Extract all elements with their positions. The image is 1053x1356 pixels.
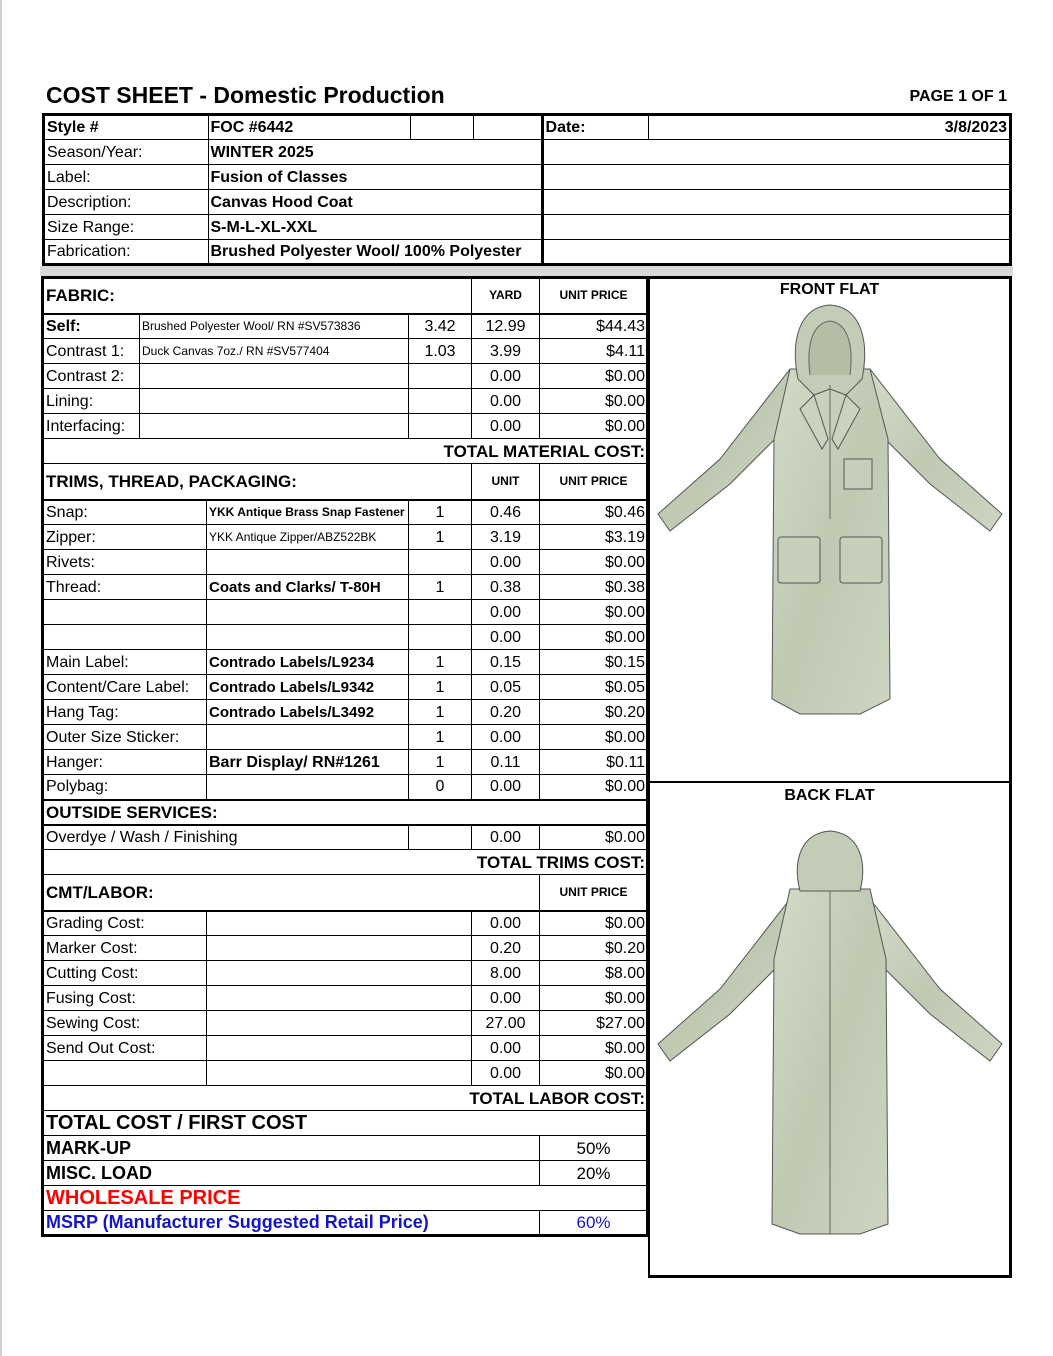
style-label: Style #: [44, 115, 209, 140]
fabric-row-amount: $4.11: [540, 339, 648, 364]
trim-row-price[interactable]: 0.15: [472, 650, 540, 675]
trim-row-label: Rivets:: [43, 550, 207, 575]
trim-row-desc[interactable]: [207, 625, 409, 650]
trim-row-label: Snap:: [43, 500, 207, 525]
trim-row-desc[interactable]: Barr Display/ RN#1261: [207, 750, 409, 775]
fabric-row-amount: $0.00: [540, 364, 648, 389]
brand-value[interactable]: Fusion of Classes: [208, 165, 542, 190]
trim-row-desc[interactable]: YKK Antique Brass Snap Fastener: [207, 500, 409, 525]
size-value[interactable]: S-M-L-XL-XXL: [208, 215, 542, 240]
season-label: Season/Year:: [44, 140, 209, 165]
fabric-row-label: Self:: [43, 314, 140, 339]
trim-row-amount: $0.46: [540, 500, 648, 525]
labor-row-price[interactable]: 8.00: [472, 961, 540, 986]
trim-row-label: Hang Tag:: [43, 700, 207, 725]
page-title: COST SHEET - Domestic Production: [46, 82, 445, 108]
fabric-row-label: Contrast 2:: [43, 364, 140, 389]
trims-col-unit-price: UNIT PRICE: [540, 464, 648, 500]
trim-row-unit[interactable]: [409, 600, 472, 625]
trim-row-desc[interactable]: Coats and Clarks/ T-80H: [207, 575, 409, 600]
total-labor-label: TOTAL LABOR COST:: [43, 1086, 648, 1111]
labor-row-price[interactable]: 0.20: [472, 936, 540, 961]
labor-row-price[interactable]: 27.00: [472, 1011, 540, 1036]
labor-row-amount: $27.00: [540, 1011, 648, 1036]
blank-cell: [542, 165, 1010, 190]
msrp-label: MSRP (Manufacturer Suggested Retail Price): [43, 1211, 540, 1236]
trim-row-amount: $0.00: [540, 600, 648, 625]
trim-row-amount: $0.00: [540, 550, 648, 575]
trim-row-amount: $3.19: [540, 525, 648, 550]
msrp-percent[interactable]: 60%: [540, 1211, 648, 1236]
labor-row-price[interactable]: 0.00: [472, 986, 540, 1011]
wholesale-label: WHOLESALE PRICE: [43, 1186, 648, 1211]
fabric-row-label: Contrast 1:: [43, 339, 140, 364]
trim-row-unit[interactable]: 1: [409, 750, 472, 775]
trim-row-unit[interactable]: 1: [409, 700, 472, 725]
trim-row-price[interactable]: 0.00: [472, 775, 540, 800]
back-right-sleeve: [870, 899, 1002, 1061]
trim-row-unit[interactable]: [409, 550, 472, 575]
blank-cell: [207, 936, 472, 961]
trim-row-desc[interactable]: Contrado Labels/L9342: [207, 675, 409, 700]
trim-row-price[interactable]: 0.20: [472, 700, 540, 725]
outside-service-price[interactable]: 0.00: [472, 825, 540, 850]
blank-cell: [207, 986, 472, 1011]
blank-cell: [542, 190, 1010, 215]
trim-row-unit[interactable]: [409, 625, 472, 650]
trim-row-price[interactable]: 0.05: [472, 675, 540, 700]
trim-row-desc[interactable]: Contrado Labels/L3492: [207, 700, 409, 725]
labor-row-price[interactable]: 0.00: [472, 1061, 540, 1086]
fabric-col-unit-price: UNIT PRICE: [540, 278, 648, 314]
fabric-row-price[interactable]: 3.99: [472, 339, 540, 364]
trim-row-unit[interactable]: 1: [409, 575, 472, 600]
trim-row-unit[interactable]: 1: [409, 500, 472, 525]
back-flat-label: BACK FLAT: [784, 787, 875, 804]
header-table: [42, 113, 1012, 266]
labor-row-amount: $0.00: [540, 1036, 648, 1061]
front-chest-pocket: [844, 459, 872, 489]
trim-row-amount: $0.20: [540, 700, 648, 725]
front-left-pocket: [778, 537, 820, 583]
outside-service-label: Overdye / Wash / Finishing: [43, 825, 409, 850]
trim-row-unit[interactable]: 1: [409, 725, 472, 750]
labor-row-amount: $0.00: [540, 986, 648, 1011]
fabric-row-price[interactable]: 12.99: [472, 314, 540, 339]
fabric-row-yard[interactable]: 1.03: [409, 339, 472, 364]
fabric-row-desc[interactable]: [140, 364, 409, 389]
fabric-row-label: Lining:: [43, 389, 140, 414]
labor-row-price[interactable]: 0.00: [472, 911, 540, 936]
trim-row-desc[interactable]: [207, 775, 409, 800]
back-left-sleeve: [658, 899, 790, 1061]
trim-row-price[interactable]: 0.38: [472, 575, 540, 600]
labor-row-amount: $0.20: [540, 936, 648, 961]
trim-row-unit[interactable]: 1: [409, 650, 472, 675]
labor-row-label: Fusing Cost:: [43, 986, 207, 1011]
blank-cell: [411, 115, 474, 140]
fabric-row-yard[interactable]: [409, 364, 472, 389]
trim-row-price[interactable]: 0.11: [472, 750, 540, 775]
fabric-row-desc[interactable]: [140, 414, 409, 439]
trim-row-price[interactable]: 0.00: [472, 625, 540, 650]
trim-row-desc[interactable]: [207, 725, 409, 750]
labor-row-label: Send Out Cost:: [43, 1036, 207, 1061]
trim-row-amount: $0.00: [540, 775, 648, 800]
fabric-section-header: FABRIC:: [43, 278, 472, 314]
blank-cell: [207, 1061, 472, 1086]
trim-row-label: Zipper:: [43, 525, 207, 550]
trim-row-price[interactable]: 3.19: [472, 525, 540, 550]
trim-row-label: Thread:: [43, 575, 207, 600]
labor-row-amount: $0.00: [540, 911, 648, 936]
trim-row-label: Hanger:: [43, 750, 207, 775]
trim-row-desc[interactable]: [207, 550, 409, 575]
cost-table: [41, 276, 649, 1237]
trim-row-desc[interactable]: Contrado Labels/L9234: [207, 650, 409, 675]
blank-cell: [207, 1036, 472, 1061]
fabric-row-desc[interactable]: Brushed Polyester Wool/ RN #SV573836: [140, 314, 409, 339]
fabric-row-price[interactable]: 0.00: [472, 414, 540, 439]
blank-cell: [207, 1011, 472, 1036]
technical-flats-panel: [648, 276, 1012, 1278]
back-flat-coat: [650, 829, 1010, 1249]
trim-row-label: Content/Care Label:: [43, 675, 207, 700]
fabric-row-desc[interactable]: Duck Canvas 7oz./ RN #SV577404: [140, 339, 409, 364]
front-right-pocket: [840, 537, 882, 583]
blank-cell: [542, 215, 1010, 240]
date-value[interactable]: 3/8/2023: [648, 115, 1010, 140]
first-cost-label: TOTAL COST / FIRST COST: [43, 1111, 648, 1136]
fabric-row-label: Interfacing:: [43, 414, 140, 439]
misc-load-percent[interactable]: 20%: [540, 1161, 648, 1186]
back-hood: [797, 831, 862, 891]
trim-row-desc[interactable]: YKK Antique Zipper/ABZ522BK: [207, 525, 409, 550]
flats-divider: [650, 781, 1009, 783]
trim-row-amount: $0.11: [540, 750, 648, 775]
labor-row-label: Cutting Cost:: [43, 961, 207, 986]
page-number: PAGE 1 OF 1: [909, 88, 1007, 105]
labor-row-price[interactable]: 0.00: [472, 1036, 540, 1061]
trim-row-amount: $0.00: [540, 725, 648, 750]
trim-row-desc[interactable]: [207, 600, 409, 625]
fabrication-label: Fabrication:: [44, 240, 209, 265]
outside-service-amount: $0.00: [540, 825, 648, 850]
fabric-row-amount: $0.00: [540, 389, 648, 414]
blank-cell: [207, 911, 472, 936]
size-label: Size Range:: [44, 215, 209, 240]
season-value[interactable]: WINTER 2025: [208, 140, 542, 165]
labor-row-label: Marker Cost:: [43, 936, 207, 961]
fabric-row-price[interactable]: 0.00: [472, 389, 540, 414]
fabric-row-yard[interactable]: [409, 414, 472, 439]
fabric-row-amount: $0.00: [540, 414, 648, 439]
page-edge: [0, 0, 2, 1356]
blank-cell: [474, 115, 542, 140]
trim-row-amount: $0.00: [540, 625, 648, 650]
blank-cell: [409, 825, 472, 850]
trim-row-unit[interactable]: 0: [409, 775, 472, 800]
outside-services-header: OUTSIDE SERVICES:: [43, 800, 648, 825]
date-label: Date:: [542, 115, 648, 140]
labor-col-unit-price: UNIT PRICE: [540, 875, 648, 911]
description-value[interactable]: Canvas Hood Coat: [208, 190, 542, 215]
trim-row-unit[interactable]: 1: [409, 525, 472, 550]
trim-row-amount: $0.15: [540, 650, 648, 675]
fabric-col-yard: YARD: [472, 278, 540, 314]
front-flat-label: FRONT FLAT: [779, 281, 880, 298]
trim-row-price[interactable]: 0.00: [472, 725, 540, 750]
brand-label: Label:: [44, 165, 209, 190]
total-material-label: TOTAL MATERIAL COST:: [43, 439, 648, 464]
trims-section-header: TRIMS, THREAD, PACKAGING:: [43, 464, 472, 500]
trim-row-label: Main Label:: [43, 650, 207, 675]
trims-col-unit: UNIT: [472, 464, 540, 500]
fabric-row-price[interactable]: 0.00: [472, 364, 540, 389]
trim-row-amount: $0.05: [540, 675, 648, 700]
trim-row-label: [43, 625, 207, 650]
fabric-row-desc[interactable]: [140, 389, 409, 414]
front-right-sleeve: [870, 369, 1002, 531]
fabrication-value[interactable]: Brushed Polyester Wool/ 100% Polyester: [208, 240, 542, 265]
markup-label: MARK-UP: [43, 1136, 540, 1161]
fabric-row-amount: $44.43: [540, 314, 648, 339]
trim-row-label: Polybag:: [43, 775, 207, 800]
trim-row-unit[interactable]: 1: [409, 675, 472, 700]
trim-row-price[interactable]: 0.00: [472, 600, 540, 625]
labor-section-header: CMT/LABOR:: [43, 875, 540, 911]
labor-row-label: Grading Cost:: [43, 911, 207, 936]
trim-row-label: Outer Size Sticker:: [43, 725, 207, 750]
labor-row-amount: $8.00: [540, 961, 648, 986]
misc-load-label: MISC. LOAD: [43, 1161, 540, 1186]
trim-row-label: [43, 600, 207, 625]
labor-row-label: [43, 1061, 207, 1086]
blank-cell: [542, 140, 1010, 165]
trim-row-price[interactable]: 0.00: [472, 550, 540, 575]
markup-percent[interactable]: 50%: [540, 1136, 648, 1161]
trim-row-amount: $0.38: [540, 575, 648, 600]
style-value[interactable]: FOC #6442: [208, 115, 411, 140]
blank-cell: [542, 240, 1010, 265]
blank-cell: [207, 961, 472, 986]
total-trims-label: TOTAL TRIMS COST:: [43, 850, 648, 875]
fabric-row-yard[interactable]: 3.42: [409, 314, 472, 339]
labor-row-amount: $0.00: [540, 1061, 648, 1086]
section-separator: [40, 266, 1013, 276]
front-flat-coat: [650, 299, 1010, 729]
trim-row-price[interactable]: 0.46: [472, 500, 540, 525]
front-left-sleeve: [658, 369, 790, 531]
fabric-row-yard[interactable]: [409, 389, 472, 414]
description-label: Description:: [44, 190, 209, 215]
labor-row-label: Sewing Cost:: [43, 1011, 207, 1036]
